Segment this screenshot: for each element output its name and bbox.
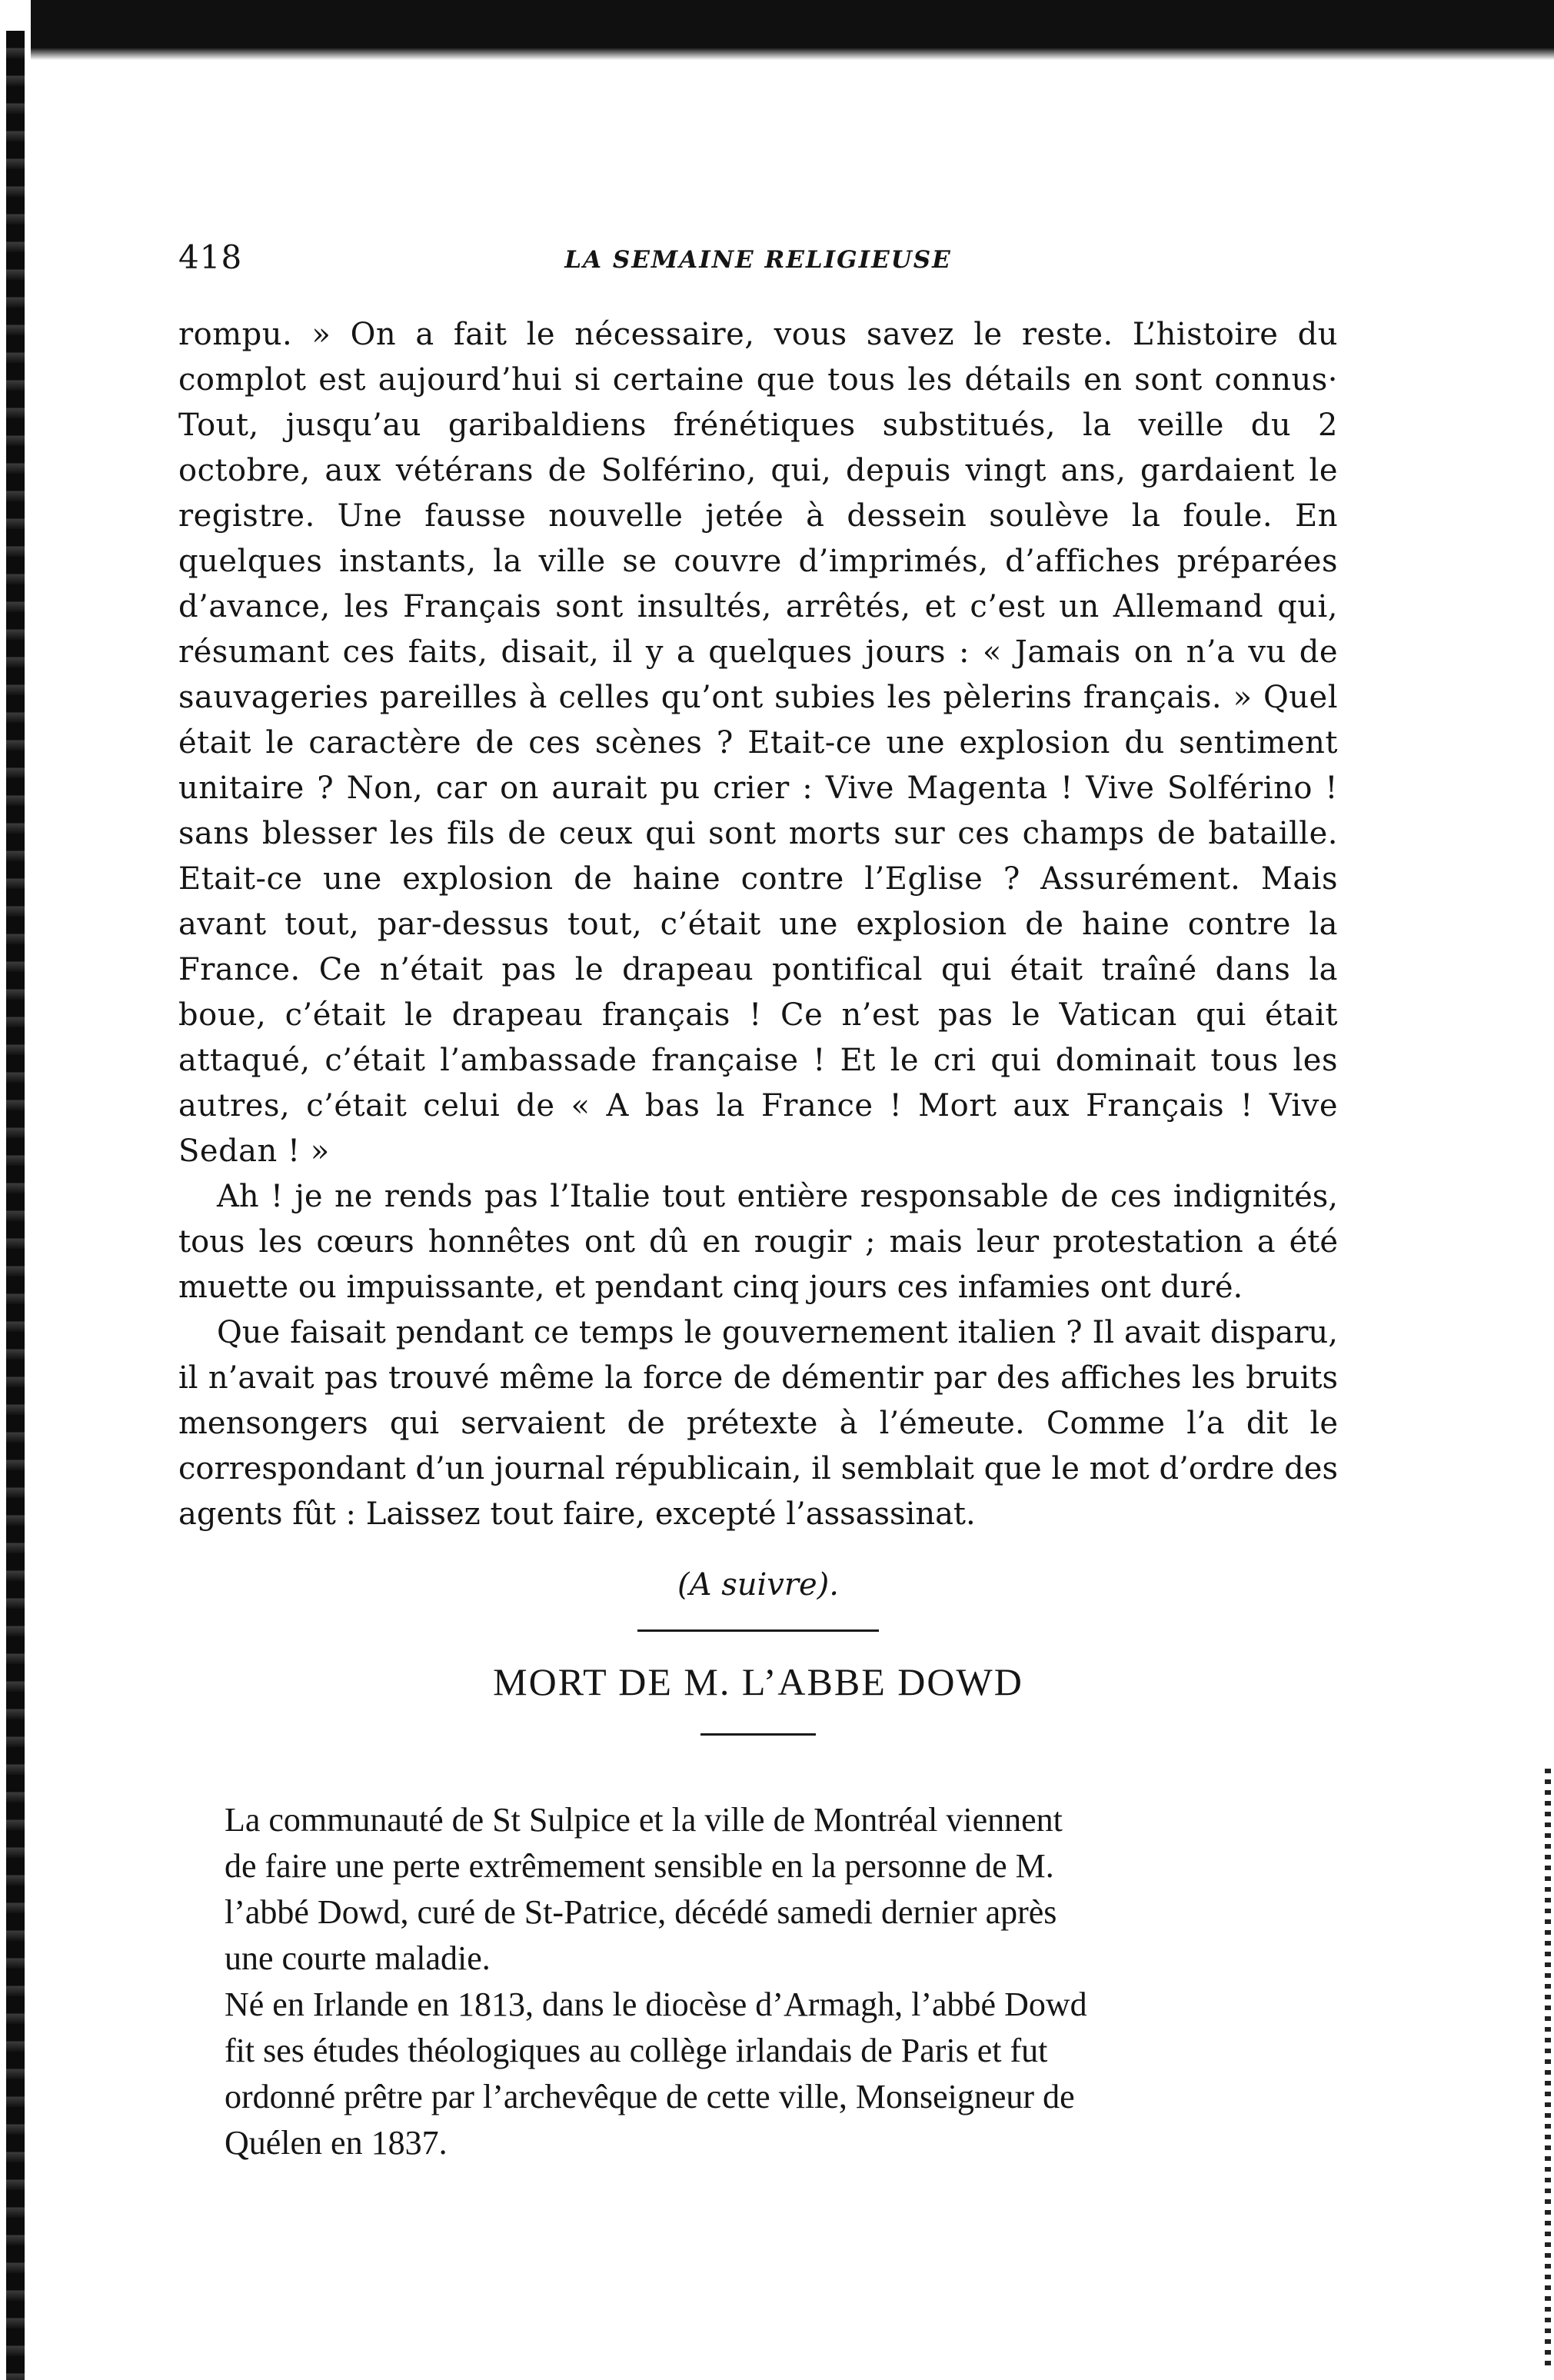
paragraph-continued: rompu. » On a fait le nécessaire, vous savez le reste. L’histoire du complot est aujourd’hui si certaine que tous les détails en sont connus· Tout, jusqu’au garibaldiens frénétiques substitués, la veille du 2 octobre, aux vétérans de Solférino, qui, depuis vingt ans, gardaient le registre. Une fausse nouvelle jetée à dessein soulève la foule. En quelques instants, la ville se couvre d’imprimés, d’affiches préparées d’avance, les Français sont insultés, arrêtés, et c’est un Allemand qui, résumant ces faits, disait, il y a quelques jours : « Jamais on n’a vu de sauvageries pareilles à celles qu’ont subies les pèlerins français. » Quel était le caractère de ces scènes ? Etait-ce une explosion du sentiment unitaire ? Non, car on aurait pu crier : Vive Magenta ! Vive Solférino ! sans blesser les fils de ceux qui sont morts sur ces champs de bataille. Etait-ce une explosion de haine contre l’Eglise ? Assurément. Mais avant tout, par-dessus tout, c’était une explosion de haine contre la France. Ce n’était pas le drapeau pontifical qui était traîné dans la boue, c’était le drapeau français ! Ce n’est pas le Vatican qui était attaqué, c’était l’ambassade française ! Et le cri qui dominait tous les autres, c’était celui de « A bas la France ! Mort aux Français ! Vive Sedan ! »: [178, 317, 1338, 1169]
text-line: fit ses études théologiques au collège irlandais de Paris et fut: [225, 2032, 1048, 2069]
text-line: La communauté de St Sulpice et la ville de Montréal viennent: [225, 1801, 1063, 1839]
article-title: MORT DE M. L’ABBE DOWD: [493, 1660, 1023, 1703]
scan-left-edge: [6, 31, 25, 2380]
page-header: [178, 238, 1338, 285]
section-divider: [637, 1629, 879, 1632]
running-title: LA SEMAINE RELIGIEUSE: [564, 246, 952, 274]
paragraph-community: [178, 1797, 1338, 1982]
to-be-continued: (A suivre).: [677, 1567, 839, 1603]
text-line: Quélen en 1837.: [225, 2124, 448, 2162]
document-page: [178, 238, 1338, 2166]
text-line: l’abbé Dowd, curé de St-Patrice, décédé samedi dernier après: [225, 1893, 1057, 1931]
page-number: 418: [178, 238, 243, 276]
text-line: une courte maladie.: [225, 1939, 491, 1977]
text-line: ordonné prêtre par l’archevêque de cette ville, Monseigneur de: [225, 2078, 1075, 2115]
title-rule: [700, 1733, 816, 1736]
scan-top-edge: [31, 0, 1554, 48]
paragraph-biography: [178, 1982, 1338, 2166]
text-line: de faire une perte extrêmement sensible en la personne de M.: [225, 1847, 1054, 1885]
new-article: [178, 1659, 1338, 2166]
text-line: Né en Irlande en 1813, dans le diocèse d’Armagh, l’abbé Dowd: [225, 1986, 1087, 2023]
scan-right-edge: [1545, 1769, 1551, 2368]
continued-article: [178, 312, 1338, 1606]
paragraph-indignities: Ah ! je ne rends pas l’Italie tout entière responsable de ces indignités, tous les cœurs honnêtes ont dû en rougir ; mais leur protestation a été muette ou impuissante, et pendant cinq jours ces infamies ont duré.: [178, 1179, 1338, 1305]
paragraph-government: Que faisait pendant ce temps le gouvernement italien ? Il avait disparu, il n’avait pas trouvé même la force de démentir par des affiches les bruits mensongers qui servaient de prétexte à l’émeute. Comme l’a dit le correspondant d’un journal républicain, il semblait que le mot d’ordre des agents fût : Laissez tout faire, excepté l’assassinat.: [178, 1315, 1338, 1532]
